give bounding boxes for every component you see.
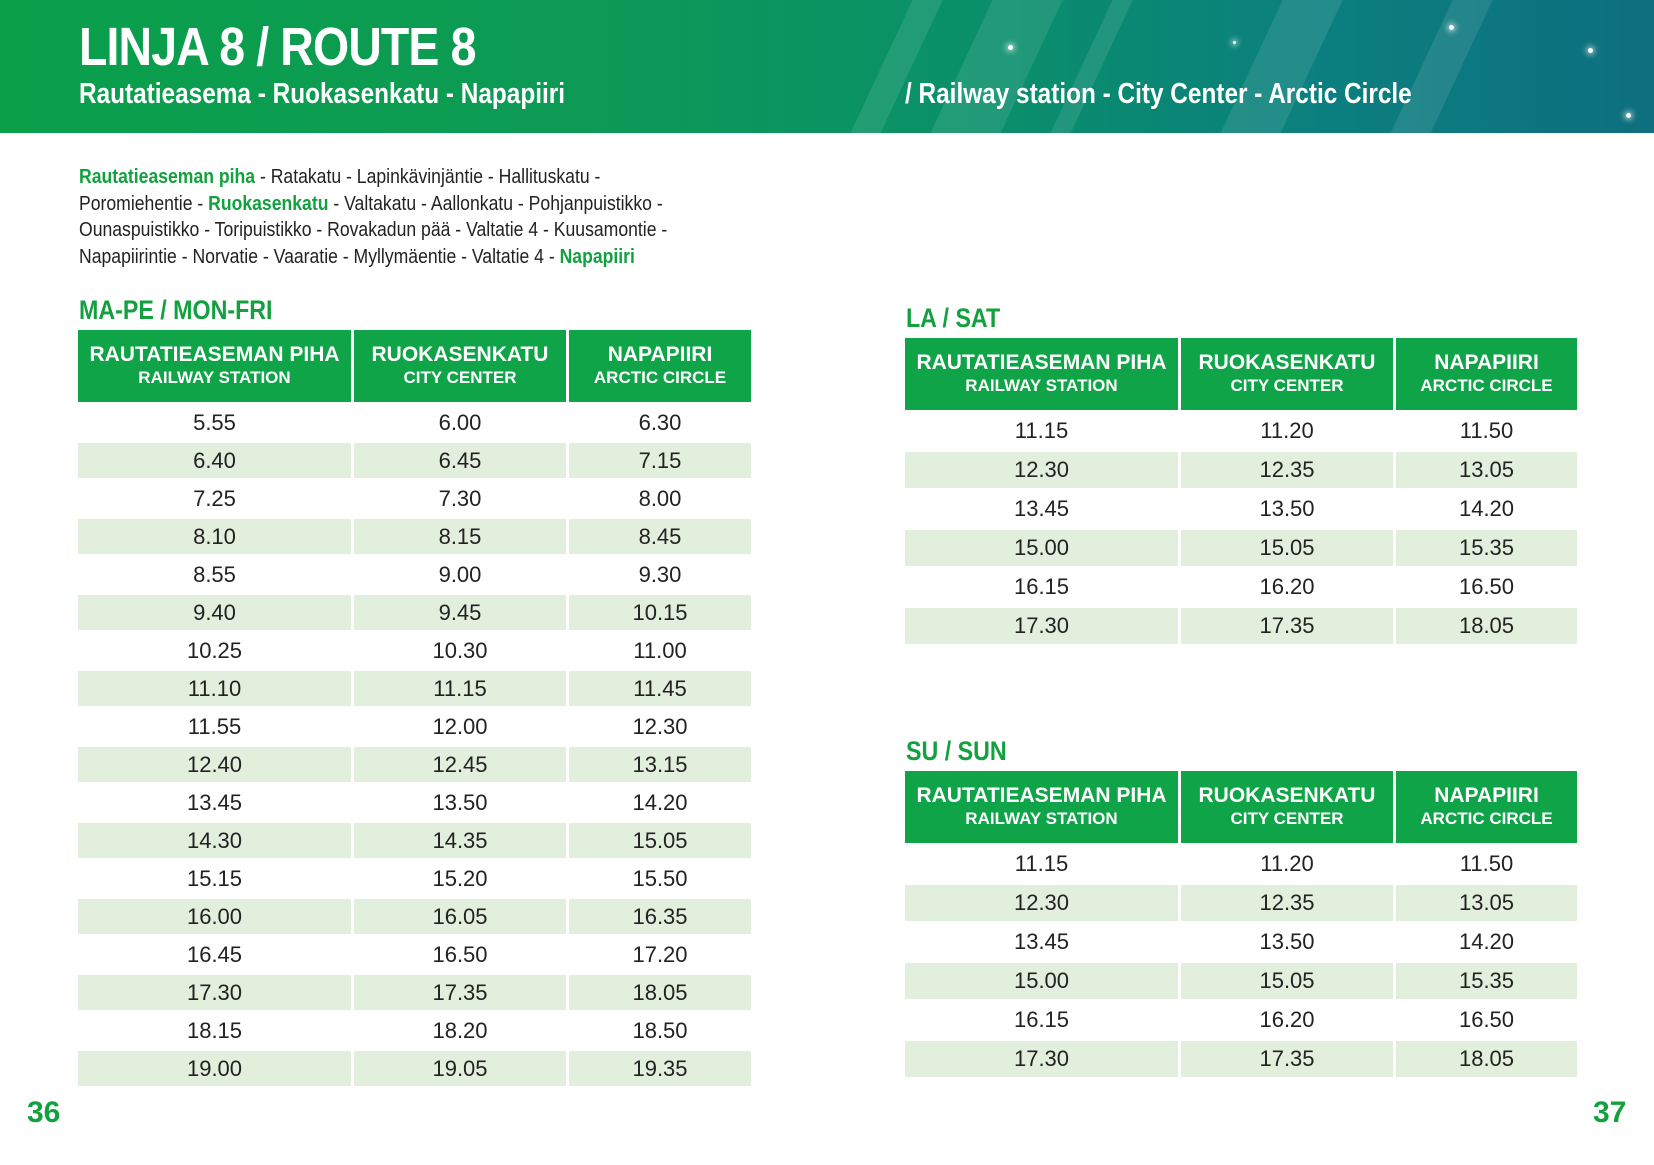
table-row [905, 924, 1577, 963]
departure-time: 15.00 [905, 963, 1178, 1002]
banner-light-streak [1038, 0, 1142, 133]
departure-time: 12.30 [569, 709, 751, 747]
table-row [78, 671, 751, 709]
departure-time: 11.15 [905, 846, 1178, 885]
table-header-row [905, 338, 1577, 413]
departure-time: 15.05 [1181, 963, 1393, 1002]
table-row [78, 595, 751, 633]
departure-time: 10.25 [78, 633, 351, 671]
column-header [1181, 338, 1393, 413]
weekday-timetable [75, 330, 754, 1089]
departure-time: 13.50 [354, 785, 566, 823]
departure-time: 11.15 [354, 671, 566, 709]
departure-time: 11.55 [78, 709, 351, 747]
column-header [905, 338, 1178, 413]
departure-time: 15.00 [905, 530, 1178, 569]
departure-time: 12.30 [905, 885, 1178, 924]
departure-time: 13.50 [1181, 924, 1393, 963]
departure-time: 18.20 [354, 1013, 566, 1051]
departure-time: 9.30 [569, 557, 751, 595]
saturday-timetable [902, 338, 1580, 647]
column-header-en: CITY CENTER [403, 368, 517, 387]
departure-time: 15.20 [354, 861, 566, 899]
departure-time: 11.10 [78, 671, 351, 709]
banner-star [1233, 41, 1236, 44]
departure-time: 8.15 [354, 519, 566, 557]
table-row [78, 785, 751, 823]
table-row [905, 963, 1577, 1002]
departure-time: 16.15 [905, 1002, 1178, 1041]
table-row [78, 747, 751, 785]
table-row [905, 452, 1577, 491]
banner-star [1588, 48, 1593, 53]
departure-time: 17.20 [569, 937, 751, 975]
departure-time: 14.35 [354, 823, 566, 861]
column-header-fi: NAPAPIIRI [1434, 351, 1539, 374]
table-row [905, 608, 1577, 647]
departure-time: 17.30 [78, 975, 351, 1013]
departure-time: 11.00 [569, 633, 751, 671]
table-header-row [905, 771, 1577, 846]
departure-time: 18.05 [1396, 608, 1577, 647]
column-header-en: ARCTIC CIRCLE [1420, 809, 1553, 828]
column-header-fi: NAPAPIIRI [607, 343, 713, 366]
column-header-fi: RAUTATIEASEMAN PIHA [916, 784, 1167, 807]
sunday-timetable [902, 771, 1580, 1080]
table-row [78, 823, 751, 861]
departure-time: 15.05 [569, 823, 751, 861]
departure-time: 13.50 [1181, 491, 1393, 530]
departure-time: 5.55 [78, 405, 351, 443]
departure-time: 15.50 [569, 861, 751, 899]
departure-time: 18.05 [569, 975, 751, 1013]
departure-time: 16.20 [1181, 569, 1393, 608]
table-row [78, 443, 751, 481]
departure-time: 6.30 [569, 405, 751, 443]
column-header-fi: RAUTATIEASEMAN PIHA [89, 343, 340, 366]
table-row [905, 1002, 1577, 1041]
column-header-en: RAILWAY STATION [138, 368, 291, 387]
departure-time: 7.30 [354, 481, 566, 519]
departure-time: 17.35 [1181, 1041, 1393, 1080]
table-row [905, 846, 1577, 885]
departure-time: 9.00 [354, 557, 566, 595]
departure-time: 10.30 [354, 633, 566, 671]
departure-time: 12.35 [1181, 452, 1393, 491]
stop-highlight: Rautatieaseman piha [79, 166, 256, 188]
departure-time: 14.20 [1396, 924, 1577, 963]
departure-time: 9.45 [354, 595, 566, 633]
departure-time: 8.45 [569, 519, 751, 557]
column-header [569, 330, 751, 405]
departure-time: 8.55 [78, 557, 351, 595]
stop-list-text: - Valtakatu - Aallonkatu - Pohjanpuistikko - Ounaspuistikko - Toripuistikko - Rovakadun pää - Valtatie 4 - Kuusamontie - Napapiirintie - Norvatie - Vaaratie - Myllymäentie - Valtatie 4 - [79, 192, 668, 268]
table-row [78, 557, 751, 595]
departure-time: 14.20 [1396, 491, 1577, 530]
departure-time: 18.05 [1396, 1041, 1577, 1080]
column-header [354, 330, 566, 405]
departure-time: 16.00 [78, 899, 351, 937]
departure-time: 15.35 [1396, 963, 1577, 1002]
table-row [78, 1051, 751, 1089]
banner-star [1449, 25, 1454, 30]
departure-time: 13.45 [905, 924, 1178, 963]
table-header-row [78, 330, 751, 405]
column-header-en: RAILWAY STATION [965, 809, 1118, 828]
departure-time: 11.50 [1396, 413, 1577, 452]
column-header-fi: RUOKASENKATU [1198, 784, 1376, 807]
column-header [905, 771, 1178, 846]
departure-time: 16.20 [1181, 1002, 1393, 1041]
departure-time: 18.50 [569, 1013, 751, 1051]
departure-time: 6.45 [354, 443, 566, 481]
banner-light-streak [1208, 0, 1352, 133]
departure-time: 13.15 [569, 747, 751, 785]
departure-time: 16.45 [78, 937, 351, 975]
departure-time: 14.30 [78, 823, 351, 861]
departure-time: 13.45 [905, 491, 1178, 530]
departure-time: 9.40 [78, 595, 351, 633]
departure-time: 14.20 [569, 785, 751, 823]
departure-time: 8.00 [569, 481, 751, 519]
stop-highlight: Ruokasenkatu [208, 192, 329, 215]
saturday-title: LA / SAT [906, 303, 1001, 333]
departure-time: 13.05 [1396, 452, 1577, 491]
column-header-fi: RUOKASENKATU [371, 343, 549, 366]
departure-time: 12.35 [1181, 885, 1393, 924]
subtitle-english: / Railway station - City Center - Arctic Circle [905, 78, 1412, 110]
departure-time: 16.50 [1396, 569, 1577, 608]
departure-time: 17.35 [1181, 608, 1393, 647]
column-header-en: ARCTIC CIRCLE [593, 368, 727, 387]
departure-time: 16.50 [1396, 1002, 1577, 1041]
banner-star [1626, 113, 1631, 118]
departure-time: 16.15 [905, 569, 1178, 608]
departure-time: 11.20 [1181, 413, 1393, 452]
sunday-title: SU / SUN [906, 736, 1007, 766]
page-title: LINJA 8 / ROUTE 8 [79, 17, 476, 77]
table-row [905, 530, 1577, 569]
departure-time: 11.15 [905, 413, 1178, 452]
table-row [905, 413, 1577, 452]
stop-highlight: Napapiiri [559, 245, 635, 268]
column-header-fi: RAUTATIEASEMAN PIHA [916, 351, 1167, 374]
table-row [78, 481, 751, 519]
route-stops [79, 164, 713, 270]
departure-time: 10.15 [569, 595, 751, 633]
banner-star [1008, 45, 1013, 50]
column-header-en: CITY CENTER [1230, 376, 1344, 395]
stop-list-text: - Ratakatu - Lapinkävinjäntie - Hallituskatu - Poromiehentie - [79, 166, 601, 215]
departure-time: 11.20 [1181, 846, 1393, 885]
column-header [1181, 771, 1393, 846]
table-row [905, 1041, 1577, 1080]
departure-time: 11.50 [1396, 846, 1577, 885]
departure-time: 8.10 [78, 519, 351, 557]
table-row [78, 861, 751, 899]
departure-time: 16.50 [354, 937, 566, 975]
subtitle-finnish: Rautatieasema - Ruokasenkatu - Napapiiri [79, 78, 566, 110]
departure-time: 13.45 [78, 785, 351, 823]
column-header [1396, 771, 1577, 846]
departure-time: 17.30 [905, 1041, 1178, 1080]
departure-time: 15.35 [1396, 530, 1577, 569]
departure-time: 17.35 [354, 975, 566, 1013]
departure-time: 12.45 [354, 747, 566, 785]
page-number-left: 36 [27, 1096, 61, 1129]
table-row [78, 709, 751, 747]
departure-time: 15.15 [78, 861, 351, 899]
departure-time: 13.05 [1396, 885, 1577, 924]
departure-time: 6.40 [78, 443, 351, 481]
column-header-en: CITY CENTER [1230, 809, 1344, 828]
departure-time: 6.00 [354, 405, 566, 443]
table-row [78, 633, 751, 671]
column-header-en: ARCTIC CIRCLE [1420, 376, 1553, 395]
table-row [78, 899, 751, 937]
column-header-en: RAILWAY STATION [965, 376, 1118, 395]
table-row [905, 885, 1577, 924]
column-header-fi: NAPAPIIRI [1434, 784, 1539, 807]
banner-light-streak [838, 0, 952, 133]
departure-time: 7.25 [78, 481, 351, 519]
departure-time: 11.45 [569, 671, 751, 709]
table-row [78, 975, 751, 1013]
departure-time: 12.00 [354, 709, 566, 747]
page-number-right: 37 [1593, 1096, 1627, 1129]
departure-time: 12.40 [78, 747, 351, 785]
header-banner [0, 0, 1654, 133]
column-header-fi: RUOKASENKATU [1198, 351, 1376, 374]
departure-time: 7.15 [569, 443, 751, 481]
banner-light-streak [918, 0, 1072, 133]
departure-time: 12.30 [905, 452, 1178, 491]
table-row [905, 569, 1577, 608]
table-row [78, 519, 751, 557]
departure-time: 19.05 [354, 1051, 566, 1089]
table-row [78, 405, 751, 443]
departure-time: 19.00 [78, 1051, 351, 1089]
column-header [78, 330, 351, 405]
table-row [78, 937, 751, 975]
weekday-title: MA-PE / MON-FRI [79, 295, 273, 325]
table-row [905, 491, 1577, 530]
table-row [78, 1013, 751, 1051]
departure-time: 19.35 [569, 1051, 751, 1089]
banner-light-streak [1378, 0, 1502, 133]
departure-time: 16.35 [569, 899, 751, 937]
departure-time: 16.05 [354, 899, 566, 937]
departure-time: 18.15 [78, 1013, 351, 1051]
departure-time: 15.05 [1181, 530, 1393, 569]
departure-time: 17.30 [905, 608, 1178, 647]
column-header [1396, 338, 1577, 413]
